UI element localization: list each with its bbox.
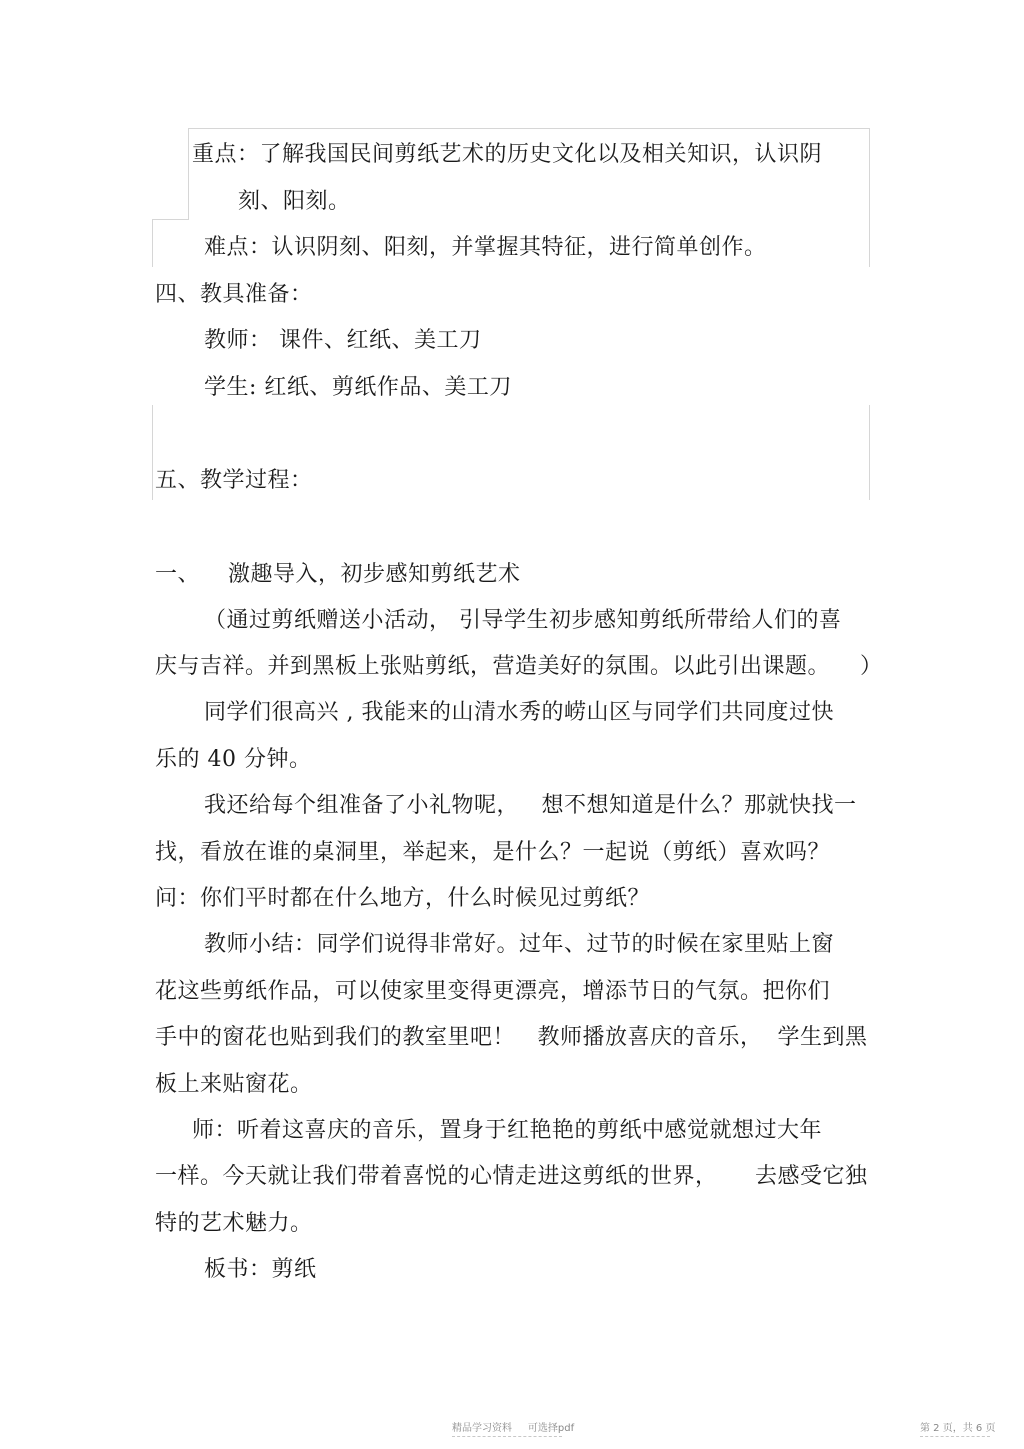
table-border-right-mid bbox=[869, 405, 870, 500]
section-title: 激趣导入，初步感知剪纸艺术 bbox=[228, 562, 521, 587]
table-border-left-notch bbox=[152, 219, 189, 220]
process-heading: 五、教学过程： bbox=[155, 468, 313, 493]
body-line: 同学们很高兴 , 我能来的山清水秀的崂山区与同学们共同度过快 bbox=[204, 700, 834, 725]
body-line: 教师小结：同学们说得非常好。过年、过节的时候在家里贴上窗 bbox=[204, 932, 835, 957]
table-border-right-upper bbox=[869, 128, 870, 267]
section-number: 一、 bbox=[155, 562, 201, 587]
body-line: 师：听着这喜庆的音乐，置身于红艳艳的剪纸中感觉就想过大年 bbox=[192, 1118, 823, 1143]
materials-heading: 四、教具准备： bbox=[155, 282, 313, 307]
body-line: 找，看放在谁的桌洞里，举起来，是什么？一起说（剪纸）喜欢吗？ bbox=[155, 840, 831, 865]
body-line: 乐的 40 分钟。 bbox=[155, 747, 312, 772]
key-point-line2: 刻、阳刻。 bbox=[238, 189, 351, 214]
materials-student: 学生: 红纸、剪纸作品、美工刀 bbox=[204, 375, 512, 400]
footer-left-text: 精品学习资料 可选择pdf bbox=[452, 1423, 575, 1434]
difficulty-point: 难点：认识阴刻、阳刻，并掌握其特征，进行简单创作。 bbox=[204, 235, 767, 260]
body-line: 特的艺术魅力。 bbox=[155, 1211, 313, 1236]
body-line: 花这些剪纸作品，可以使家里变得更漂亮，增添节日的气氛。把你们 bbox=[155, 979, 831, 1004]
body-line: （通过剪纸赠送小活动， 引导学生初步感知剪纸所带给人们的喜 bbox=[204, 608, 842, 633]
materials-teacher: 教师： 课件、红纸、美工刀 bbox=[204, 328, 482, 353]
table-border-top bbox=[188, 128, 870, 129]
key-point-line1: 重点：了解我国民间剪纸艺术的历史文化以及相关知识，认识阴 bbox=[192, 142, 823, 167]
body-line: 一样。今天就让我们带着喜悦的心情走进这剪纸的世界， 去感受它独 bbox=[155, 1164, 868, 1189]
table-border-left-mid bbox=[152, 405, 153, 500]
table-border-left-upper bbox=[188, 128, 189, 220]
footer-left-dash bbox=[452, 1436, 562, 1437]
footer-right-dash bbox=[920, 1436, 990, 1437]
body-line: 我还给每个组准备了小礼物呢， 想不想知道是什么？那就快找一 bbox=[204, 793, 857, 818]
body-line: 问：你们平时都在什么地方，什么时候见过剪纸？ bbox=[155, 886, 651, 911]
body-line: 板书：剪纸 bbox=[204, 1257, 317, 1282]
footer-page-number: 第 2 页，共 6 页 bbox=[920, 1423, 996, 1434]
body-line: 板上来贴窗花。 bbox=[155, 1072, 313, 1097]
body-line: 庆与吉祥。并到黑板上张贴剪纸，营造美好的氛围。以此引出课题。 ） bbox=[155, 654, 883, 679]
body-line: 手中的窗花也贴到我们的教室里吧！ 教师播放喜庆的音乐， 学生到黑 bbox=[155, 1025, 868, 1050]
table-border-left-lower bbox=[152, 219, 153, 267]
